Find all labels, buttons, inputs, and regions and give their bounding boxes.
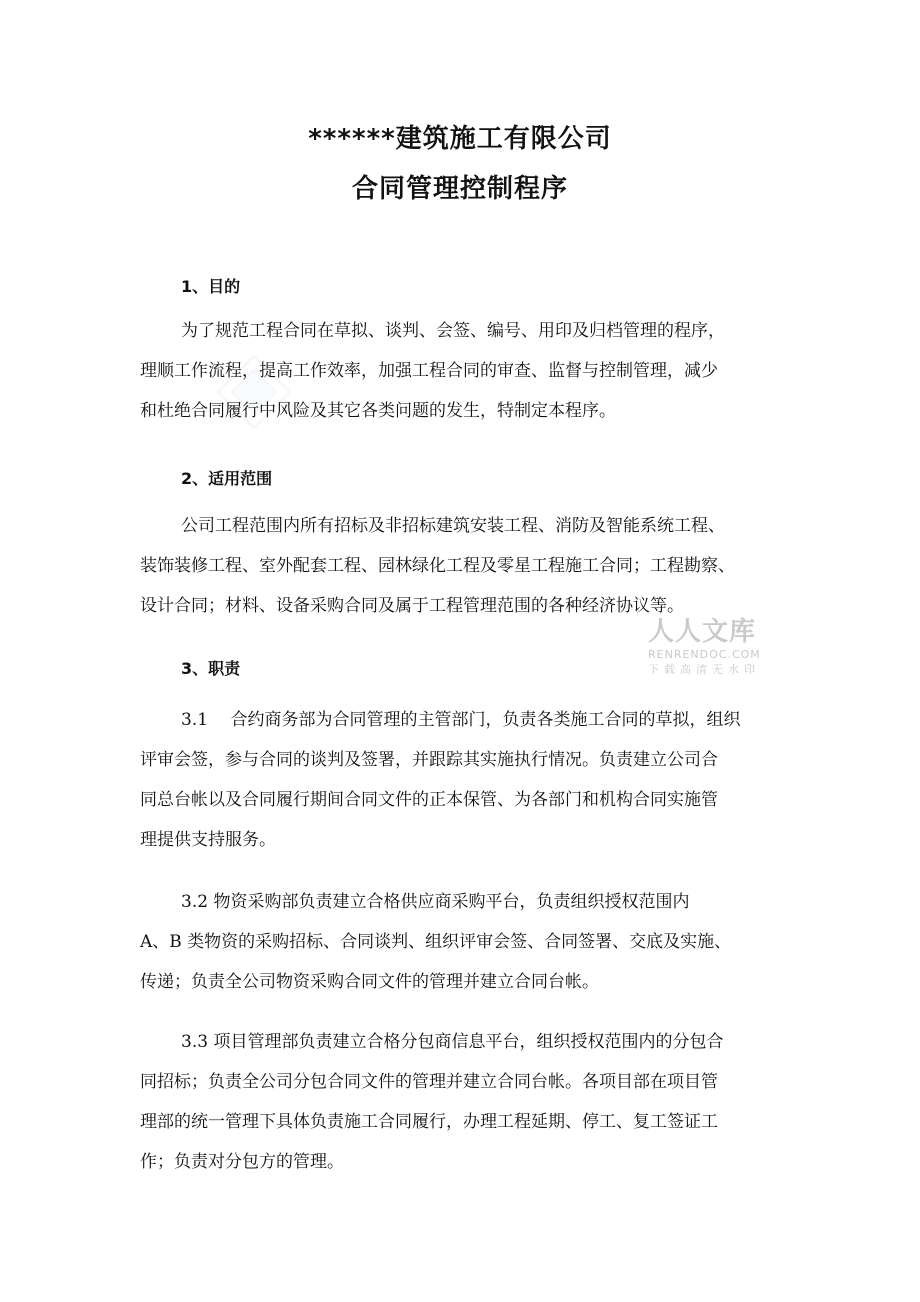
watermark-logo: [648, 616, 778, 678]
text-line: 公司工程范围内所有招标及非招标建筑安装工程、消防及智能系统工程、: [181, 516, 725, 536]
section-heading-responsibilities: 3、职责: [181, 659, 241, 678]
text-line: 传递；负责全公司物资采购合同文件的管理并建立合同台帐。: [140, 972, 599, 992]
text-line: 装饰装修工程、室外配套工程、园林绿化工程及零星工程施工合同；工程勘察、: [140, 556, 735, 576]
text-line: A、B 类物资的采购招标、合同谈判、组织评审会签、合同签署、交底及实施、: [140, 932, 732, 952]
section-body-purpose: [140, 311, 780, 431]
paragraph-3-2: [140, 882, 780, 1002]
text-line: 同总台帐以及合同履行期间合同文件的正本保管、为各部门和机构合同实施管: [140, 790, 718, 810]
document-title: 合同管理控制程序: [351, 174, 568, 204]
text-line: 同招标；负责全公司分包合同文件的管理并建立合同台帐。各项目部在项目管: [140, 1072, 718, 1092]
paragraph-3-3: [140, 1022, 780, 1182]
text-line: 理顺工作流程，提高工作效率，加强工程合同的审查、监督与控制管理，减少: [140, 361, 718, 381]
watermark-title: 人人文库: [648, 617, 757, 647]
text-line: 作；负责对分包方的管理。: [140, 1152, 344, 1172]
text-line: 理提供支持服务。: [140, 830, 276, 850]
watermark-subtitle: 下载高清无水印: [648, 663, 760, 676]
company-title: ******建筑施工有限公司: [308, 124, 612, 154]
text-line: 3.3 项目管理部负责建立合格分包商信息平台，组织授权范围内的分包合: [181, 1032, 724, 1052]
section-body-scope: [140, 506, 780, 626]
section-heading-scope: 2、适用范围: [181, 469, 273, 488]
text-line: 为了规范工程合同在草拟、谈判、会签、编号、用印及归档管理的程序，: [181, 321, 725, 341]
text-line: 评审会签，参与合同的谈判及签署，并跟踪其实施执行情况。负责建立公司合: [140, 750, 718, 770]
section-heading-purpose: 1、目的: [181, 277, 241, 296]
text-line: 3.2 物资采购部负责建立合格供应商采购平台，负责组织授权范围内: [181, 892, 690, 912]
watermark-site: RENRENDOC.COM: [648, 648, 761, 661]
text-line: 设计合同；材料、设备采购合同及属于工程管理范围的各种经济协议等。: [140, 596, 684, 616]
paragraph-3-1: [140, 700, 780, 860]
text-line: 和杜绝合同履行中风险及其它各类问题的发生，特制定本程序。: [140, 401, 616, 421]
text-line: 理部的统一管理下具体负责施工合同履行，办理工程延期、停工、复工签证工: [140, 1112, 718, 1132]
text-line: 3.1 合约商务部为合同管理的主管部门，负责各类施工合同的草拟，组织: [181, 710, 741, 730]
